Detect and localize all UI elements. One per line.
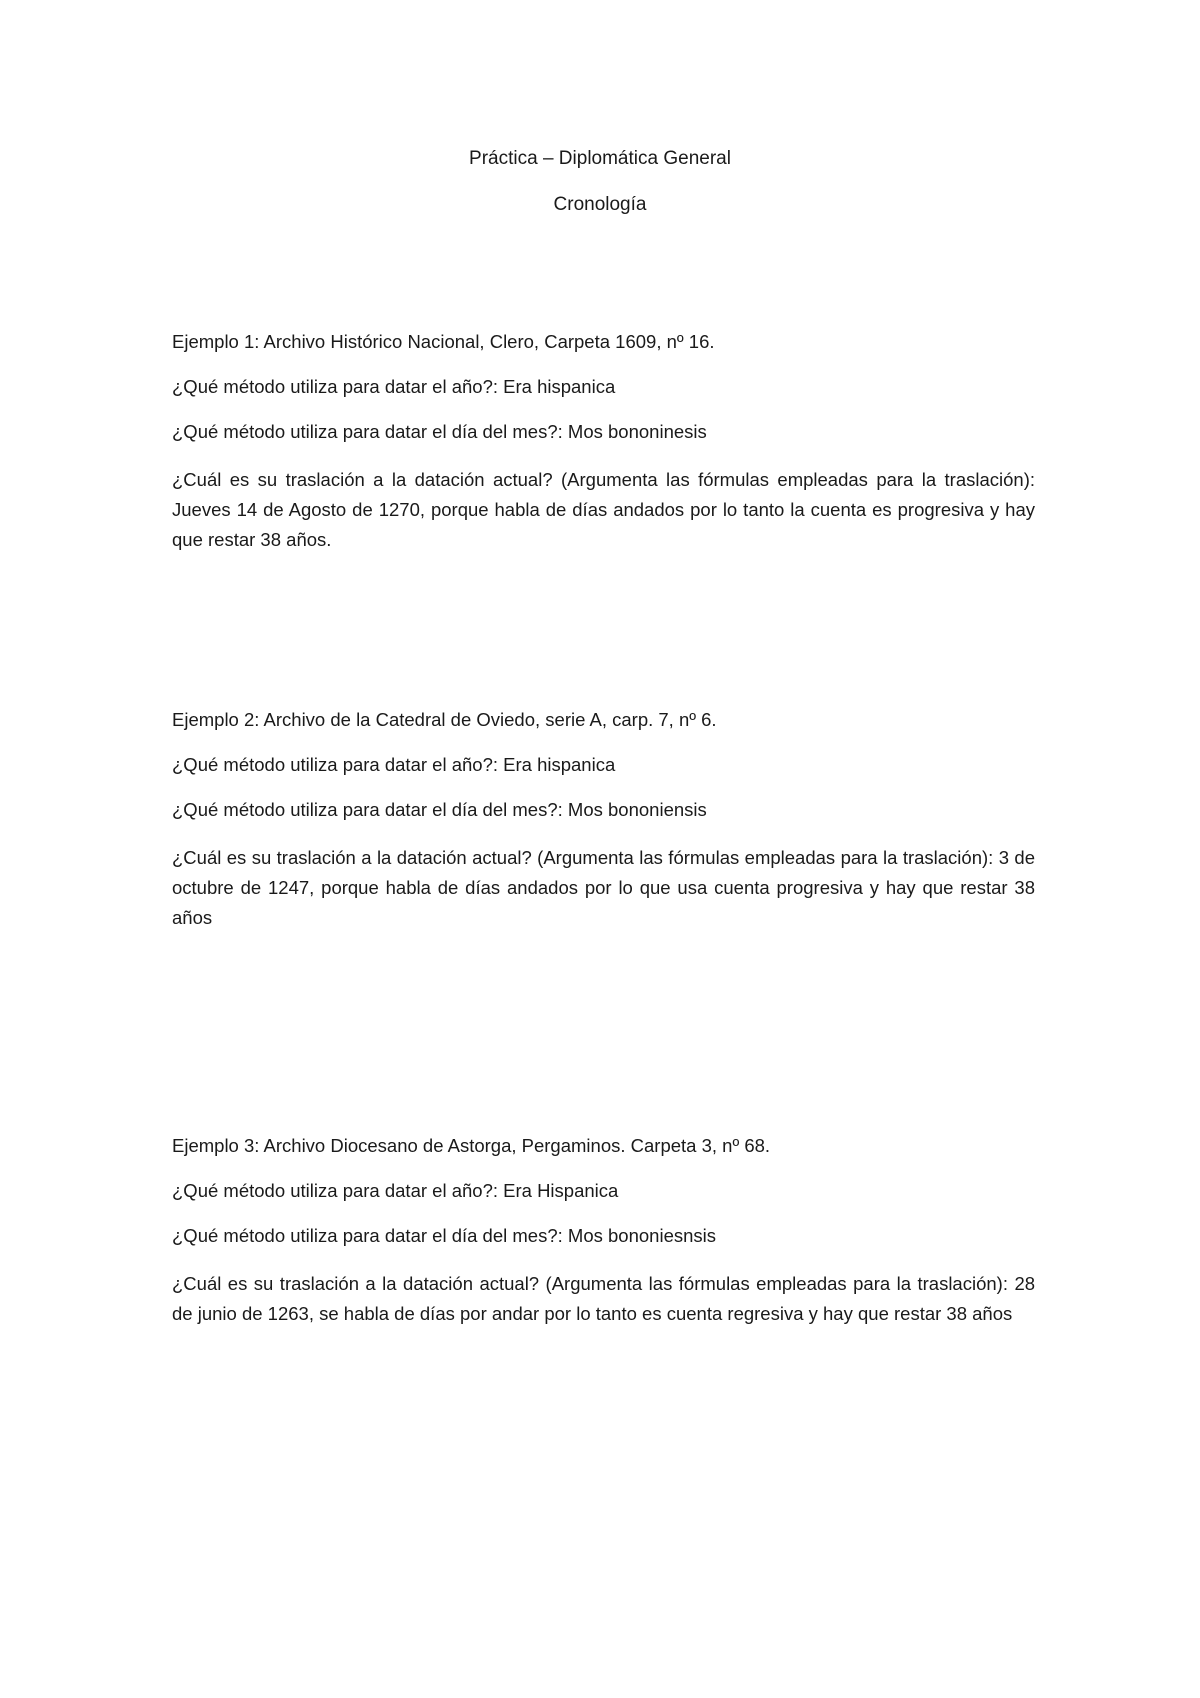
year-method-question: ¿Qué método utiliza para datar el año?: [172,754,498,775]
day-method-answer: Mos bononiesnsis [567,1225,717,1246]
document-subtitle: Cronología [553,194,647,215]
day-method-line [172,1224,1035,1248]
year-method-line [172,753,1035,777]
translation-question: ¿Cuál es su traslación a la datación actual? (Argumenta las fórmulas empleadas para la traslación): [172,1273,1008,1294]
day-method-answer: Mos bononiensis [567,799,707,820]
translation-paragraph [172,465,1035,555]
example-2 [172,708,1035,933]
example-heading: Ejemplo 1: Archivo Histórico Nacional, Clero, Carpeta 1609, nº 16. [172,331,715,352]
example-heading: Ejemplo 3: Archivo Diocesano de Astorga, Pergaminos. Carpeta 3, nº 68. [172,1135,771,1156]
example-1 [172,330,1035,555]
year-method-answer: Era hispanica [503,754,616,775]
translation-question: ¿Cuál es su traslación a la datación actual? (Argumenta las fórmulas empleadas para la traslación): [172,469,1035,490]
translation-paragraph [172,843,1035,933]
translation-answer: Jueves 14 de Agosto de 1270, porque habla de días andados por lo tanto la cuenta es progresiva y hay que restar 38 años. [172,499,1035,550]
example-heading: Ejemplo 2: Archivo de la Catedral de Oviedo, serie A, carp. 7, nº 6. [172,709,717,730]
document-title: Práctica – Diplomática General [469,148,731,169]
day-method-question: ¿Qué método utiliza para datar el día del mes?: [172,1225,563,1246]
translation-question: ¿Cuál es su traslación a la datación actual? (Argumenta las fórmulas empleadas para la traslación): [172,847,994,868]
year-method-question: ¿Qué método utiliza para datar el año?: [172,376,498,397]
example-3 [172,1134,1035,1329]
year-method-line [172,1179,1035,1203]
year-method-answer: Era hispanica [503,376,616,397]
day-method-answer: Mos bononinesis [567,421,707,442]
year-method-line [172,375,1035,399]
day-method-question: ¿Qué método utiliza para datar el día del mes?: [172,799,563,820]
translation-paragraph [172,1269,1035,1329]
year-method-answer: Era Hispanica [503,1180,619,1201]
day-method-line [172,798,1035,822]
year-method-question: ¿Qué método utiliza para datar el año?: [172,1180,498,1201]
day-method-question: ¿Qué método utiliza para datar el día del mes?: [172,421,563,442]
translation-answer: 28 de junio de 1263, se habla de días por andar por lo tanto es cuenta regresiva y hay que restar 38 años [172,1273,1036,1324]
day-method-line [172,420,1035,444]
translation-answer: 3 de octubre de 1247, porque habla de días andados por lo que usa cuenta progresiva y hay que restar 38 años [172,847,1035,928]
